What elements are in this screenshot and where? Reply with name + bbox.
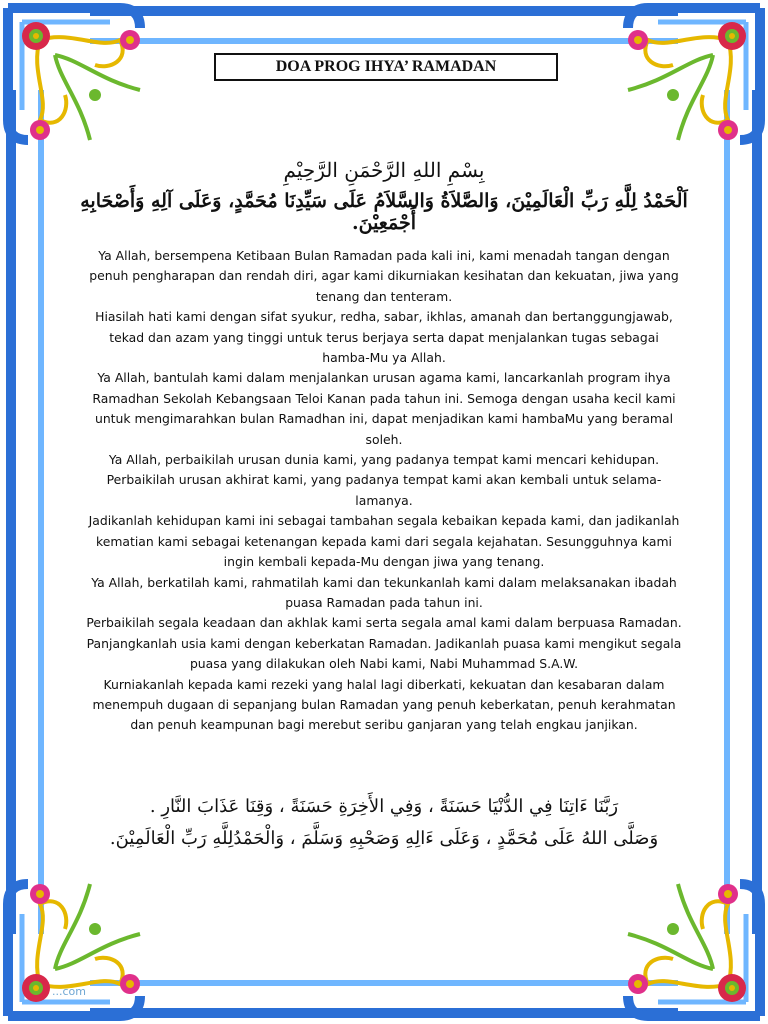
prayer-paragraph: Ya Allah, bersempena Ketibaan Bulan Ramadan pada kali ini, kami menadah tangan dengan penuh pengharapan dan rendah diri, agar kami dikurniakan kesihatan dan kekuatan, jiwa yang tenang dan tenteram. xyxy=(89,248,679,304)
prayer-paragraph: Ya Allah, berkatilah kami, rahmatilah kami dan tekunkanlah kami dalam melaksanakan ibadah puasa Ramadan pada tahun ini. xyxy=(91,574,677,610)
border-bottom xyxy=(90,980,678,1018)
page-title: DOA PROG IHYA’ RAMADAN xyxy=(214,53,558,81)
prayer-paragraph: Hiasilah hati kami dengan sifat syukur, redha, sabar, ikhlas, amanah dan bertanggungjawab, tekad dan azam yang tinggi untuk terus berjaya serta dapat menjalankan tugas sebagai hamba-Mu ya Allah. xyxy=(95,309,673,366)
prayer-body xyxy=(86,246,682,736)
border-left xyxy=(6,90,44,934)
prayer-paragraph: Ya Allah, bantulah kami dalam menjalankan urusan agama kami, lancarkanlah program ihya Ramadhan Sekolah Kebangsaan Teloi Kanan pada tahun ini. Semoga dengan usaha kecil kami untuk mengimarahkan bulan Ramadhan ini, dapat menjadikan kami hambaMu yang beramal soleh. xyxy=(92,370,676,447)
prayer-paragraph: Kurniakanlah kepada kami rezeki yang halal lagi diberkati, kekuatan dan kesabaran dalam menempuh dugaan di sepanjang bulan Ramadan yang penuh keberkatan, penuh kerahmatan dan penuh keampunan bagi merebut seribu ganjaran yang telah engkau janjikan. xyxy=(92,676,676,733)
basmalah: بِسْمِ اللهِ الرَّحْمَنِ الرَّحِيْمِ xyxy=(283,158,485,182)
corner-ornament-top-left xyxy=(0,0,170,170)
corner-ornament-bottom-left xyxy=(0,854,170,1024)
prayer-paragraph: Ya Allah, perbaikilah urusan dunia kami, yang padanya tempat kami mencari kehidupan. Perbaikilah urusan akhirat kami, yang padanya tempat kami akan kembali untuk selama-lamanya. xyxy=(106,452,662,508)
prayer-paragraph: Perbaikilah segala keadaan dan akhlak kami serta segala amal kami dalam berpuasa Ramadan. Panjangkanlah usia kami dengan keberkatan Ramadan. Jadikanlah puasa kami mengikut segala puasa yang dilakukan oleh Nabi kami, Nabi Muhammad S.A.W. xyxy=(86,615,682,672)
corner-ornament-top-right xyxy=(598,0,768,170)
closing-dua-line-1: رَبَّنَا ءَاتِنَا فِي الدُّنْيَا حَسَنَةً ، وَفِي الأَخِرَةِ حَسَنَةً ، وَقِنَا عَذَابَ النَّارِ . xyxy=(149,796,619,817)
closing-dua-line-2: وَصَلَّى اللهُ عَلَى مُحَمَّدٍ ، وَعَلَى ءَالِهِ وَصَحْبِهِ وَسَلَّمَ ، وَالْحَمْدُلِلَّهِ رَبِّ الْعَالَمِيْنَ. xyxy=(109,828,659,849)
watermark: ...com xyxy=(52,985,86,998)
prayer-paragraph: Jadikanlah kehidupan kami ini sebagai tambahan segala kebaikan kepada kami, dan jadikanlah kematian kami sebagai ketenangan kepada kami dari segala kejahatan. Sesungguhnya kami ingin kembali kepada-Mu dengan jiwa yang tenang. xyxy=(88,513,680,570)
border-right xyxy=(724,90,762,934)
opening-praise: اَلْحَمْدُ لِلَّهِ رَبِّ الْعَالَمِيْنَ، وَالصَّلاَةُ وَالسَّلاَمُ عَلَى سَيِّدِنَا مُحَمَّدٍ، وَعَلَى آلِهِ وَأَصْحَابِهِ أَجْمَعِيْنَ. xyxy=(80,190,688,234)
corner-ornament-bottom-right xyxy=(598,854,768,1024)
border-top xyxy=(90,6,678,44)
